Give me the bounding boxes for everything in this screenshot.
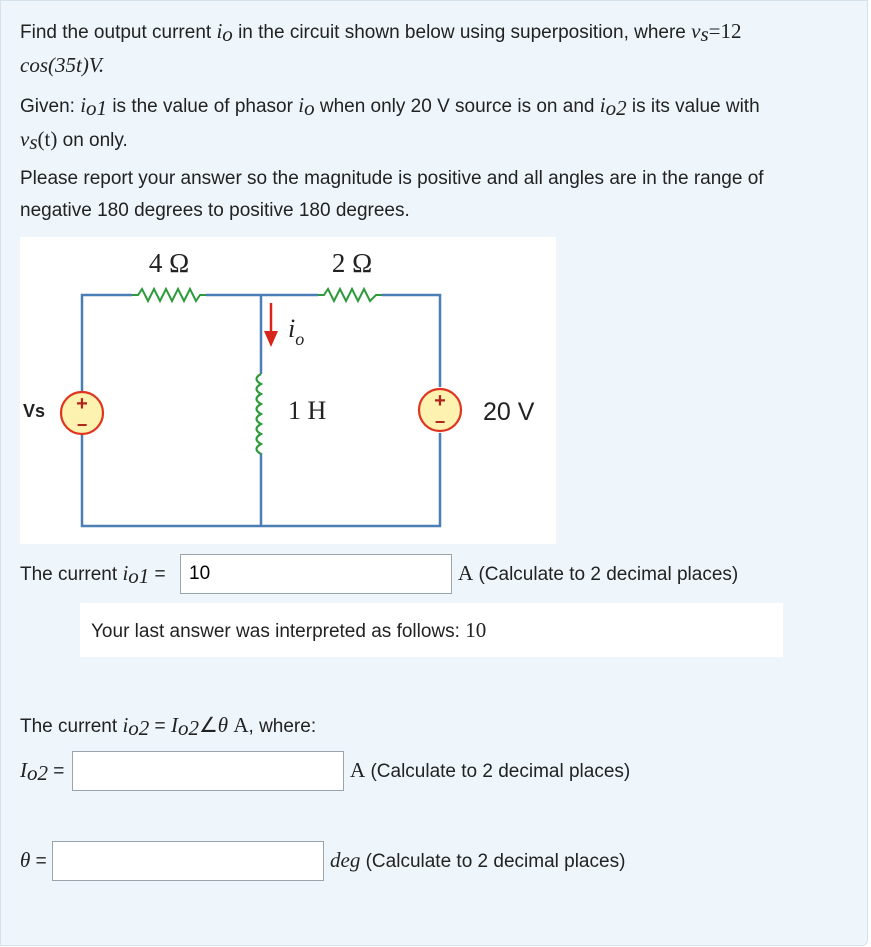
r1-label: 4 Ω xyxy=(148,248,190,278)
v20-label: 20 V xyxy=(483,398,535,426)
current-arrow-icon xyxy=(264,303,278,347)
interpretation-box: Your last answer was interpreted as follows: 10 xyxy=(80,603,783,657)
question-intro: Find the output current $i_o$ in the circuit shown below using superposition, where $v_s=12$ cos(35t)V. xyxy=(20,19,742,77)
angle-label: θ = xyxy=(20,848,47,872)
inductor-coil xyxy=(257,374,262,454)
angle-unit: deg (Calculate to 2 decimal places) xyxy=(330,848,626,872)
io-label: $i_o$ xyxy=(288,314,305,349)
v20-plus-sign: + xyxy=(434,390,446,412)
question-given: Given: $i_{o1}$ is the value of phasor $i_o$ when only 20 V source is on and $i_{o2}$ is its value with $v_s(t)$ on only. xyxy=(20,93,760,154)
inductor-label: 1 H xyxy=(288,396,327,425)
vs-label: Vs xyxy=(23,401,46,421)
question-report-note: Please report your answer so the magnitude is positive and all angles are in the range of negative 180 degrees to positive 180 degrees. xyxy=(20,168,764,221)
answer2-label: The current $i_{o2}$ = $I_{o2}\angle\theta$ A, where: xyxy=(20,713,317,740)
io2-magnitude-input[interactable] xyxy=(72,751,344,791)
magnitude-unit: A (Calculate to 2 decimal places) xyxy=(350,758,631,782)
answer1-label: The current $i_{o1}$ = xyxy=(20,561,166,588)
v20-minus-sign: − xyxy=(434,412,446,432)
vs-minus-sign: − xyxy=(76,415,88,435)
resistor-2-ohm xyxy=(318,289,382,301)
resistor-4-ohm xyxy=(132,289,206,301)
io2-angle-input[interactable] xyxy=(52,841,324,881)
circuit-diagram xyxy=(20,237,556,544)
vs-plus-sign: + xyxy=(76,393,88,415)
circuit-svg xyxy=(20,237,556,544)
magnitude-label: $I_{o2}$ = xyxy=(20,758,65,785)
io1-input[interactable] xyxy=(180,554,452,594)
circuit-wires xyxy=(82,295,440,526)
r2-label: 2 Ω xyxy=(331,248,373,278)
answer1-unit: A (Calculate to 2 decimal places) xyxy=(458,561,739,585)
